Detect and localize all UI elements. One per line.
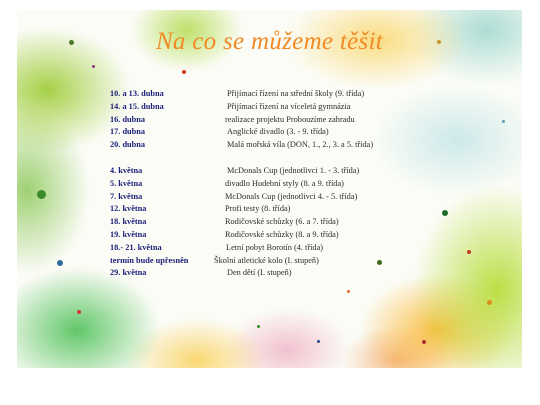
paint-splatter	[347, 290, 350, 293]
event-description: Malá mořská víla (DON, 1., 2., 3. a 5. třída)	[227, 140, 374, 150]
event-row	[110, 191, 510, 204]
event-description: McDonals Cup (jednotlivci 4. - 5. třída)	[225, 191, 358, 201]
paint-splatter	[182, 70, 186, 74]
event-date: 7. května	[110, 191, 143, 201]
event-description: Anglické divadlo (3. - 9. třída)	[227, 127, 329, 137]
event-row	[110, 203, 510, 216]
event-date: 18. května	[110, 217, 147, 227]
event-date: 14. a 15. dubna	[110, 101, 164, 111]
event-row	[110, 126, 510, 139]
event-row	[110, 242, 510, 255]
event-description: realizace projektu Probouzíme zahradu	[225, 114, 355, 124]
event-description: divadlo Hudební styly (8. a 9. třída)	[225, 178, 344, 188]
event-date: 10. a 13. dubna	[110, 89, 164, 98]
event-date: 29. května	[110, 268, 147, 278]
event-date: 17. dubna	[110, 127, 146, 137]
event-date: 18.- 21. května	[110, 242, 162, 252]
event-list	[110, 88, 510, 280]
event-description: Přijímací řízení na střední školy (9. třída)	[227, 89, 365, 98]
event-row	[110, 165, 510, 178]
event-date: 12. května	[110, 204, 147, 214]
event-description: McDonals Cup (jednotlivci 1. - 3. třída)	[227, 165, 360, 175]
event-row	[110, 255, 510, 268]
page-title: Na co se můžeme těšit	[155, 28, 384, 55]
slide-background	[17, 10, 522, 368]
event-date: 19. května	[110, 229, 147, 239]
event-date: 16. dubna	[110, 114, 146, 124]
event-description: Přijímací řízení na víceletá gymnázia	[227, 101, 351, 111]
event-description: Školní atletické kolo (I. stupeň)	[214, 255, 319, 265]
event-row	[110, 114, 510, 127]
event-description: Den dětí (I. stupeň)	[227, 268, 292, 278]
event-row	[110, 88, 510, 101]
event-row	[110, 229, 510, 242]
event-row	[110, 216, 510, 229]
event-description: Letní pobyt Borotín (4. třída)	[226, 242, 324, 252]
paint-splatter	[92, 65, 95, 68]
event-date: 5. května	[110, 178, 143, 188]
paint-splatter	[317, 340, 320, 343]
event-row	[110, 139, 510, 152]
event-date: 20. dubna	[110, 140, 146, 150]
paint-splatter	[257, 325, 260, 328]
event-date: 4. května	[110, 165, 143, 175]
event-date: termín bude upřesněn	[110, 255, 189, 265]
event-row	[110, 267, 510, 280]
paint-splatter	[37, 190, 46, 199]
event-row	[110, 178, 510, 191]
event-description: Rodičovské schůzky (6. a 7. třída)	[225, 217, 339, 227]
paint-splatter	[57, 260, 63, 266]
paint-splatter	[487, 300, 492, 305]
paint-splatter	[77, 310, 81, 314]
event-description: Rodičovské schůzky (8. a 9. třída)	[225, 229, 339, 239]
event-description: Profi testy (8. třída)	[225, 204, 291, 214]
paint-splatter	[422, 340, 426, 344]
event-row	[110, 101, 510, 114]
